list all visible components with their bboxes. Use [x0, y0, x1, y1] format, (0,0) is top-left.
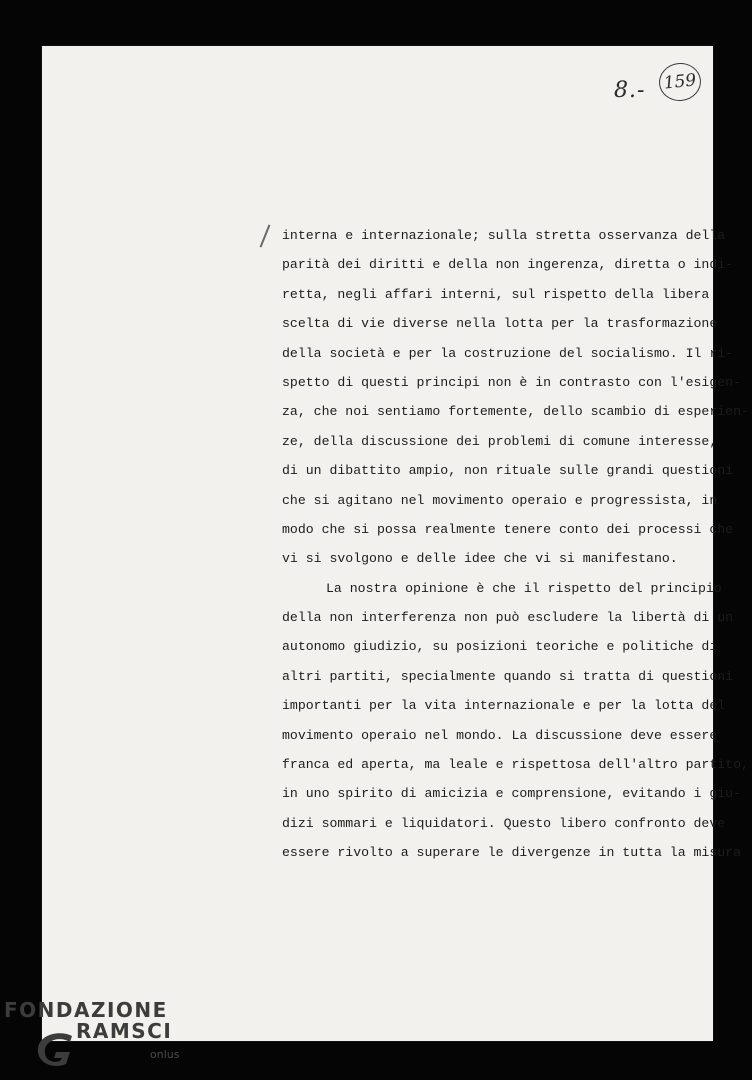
text-line: che si agitano nel movimento operaio e progressista, in [282, 492, 718, 508]
text-line: autonomo giudizio, su posizioni teoriche e politiche di [282, 639, 718, 655]
paragraph-2 [282, 574, 749, 868]
text-line: za, che noi sentiamo fortemente, dello scambio di esperien- [282, 404, 749, 420]
paragraph-1 [282, 221, 749, 574]
text-line: spetto di questi principi non è in contrasto con l'esigen- [282, 374, 741, 390]
logo-text-line1: FONDAZIONE [4, 998, 168, 1022]
text-line: scelta di vie diverse nella lotta per la trasformazione [282, 316, 718, 332]
text-line: ze, della discussione dei problemi di comune interesse, [282, 433, 718, 449]
logo-g-swoosh-icon [32, 1030, 80, 1070]
text-line: della società e per la costruzione del socialismo. Il ri- [282, 345, 734, 361]
archive-number-circled: 159 [657, 61, 703, 103]
text-line: di un dibattito ampio, non rituale sulle grandi questioni [282, 463, 734, 479]
logo-subtitle: onlus [150, 1048, 180, 1061]
text-line: retta, negli affari interni, sul rispetto della libera [282, 286, 710, 302]
text-line: movimento operaio nel mondo. La discussione deve essere [282, 727, 718, 743]
text-line: altri partiti, specialmente quando si tratta di questioni [282, 668, 734, 684]
text-line: interna e internazionale; sulla stretta osservanza della [282, 228, 726, 243]
text-line: vi si svolgono e delle idee che vi si manifestano. [282, 551, 678, 567]
text-line: franca ed aperta, ma leale e rispettosa dell'altro partito, [282, 757, 749, 773]
typed-text-body [282, 221, 749, 868]
text-line: modo che si possa realmente tenere conto dei processi che [282, 521, 734, 537]
text-line: in uno spirito di amicizia e comprensione, evitando i giu- [282, 786, 741, 802]
text-line: La nostra opinione è che il rispetto del principio [326, 580, 722, 596]
margin-mark [260, 224, 271, 247]
foundation-logo [4, 998, 194, 1078]
text-line: parità dei diritti e della non ingerenza, diretta o indi- [282, 257, 734, 273]
text-line: dizi sommari e liquidatori. Questo libero confronto deve [282, 815, 726, 831]
text-line: essere rivolto a superare le divergenze in tutta la misura [282, 845, 741, 861]
text-line: della non interferenza non può escludere la libertà di un [282, 610, 734, 626]
text-line: importanti per la vita internazionale e per la lotta del [282, 698, 726, 714]
logo-text-line2: RAMSCI [76, 1019, 173, 1043]
document-page [42, 46, 749, 1041]
page-number-handwritten: 8.- [614, 78, 646, 103]
